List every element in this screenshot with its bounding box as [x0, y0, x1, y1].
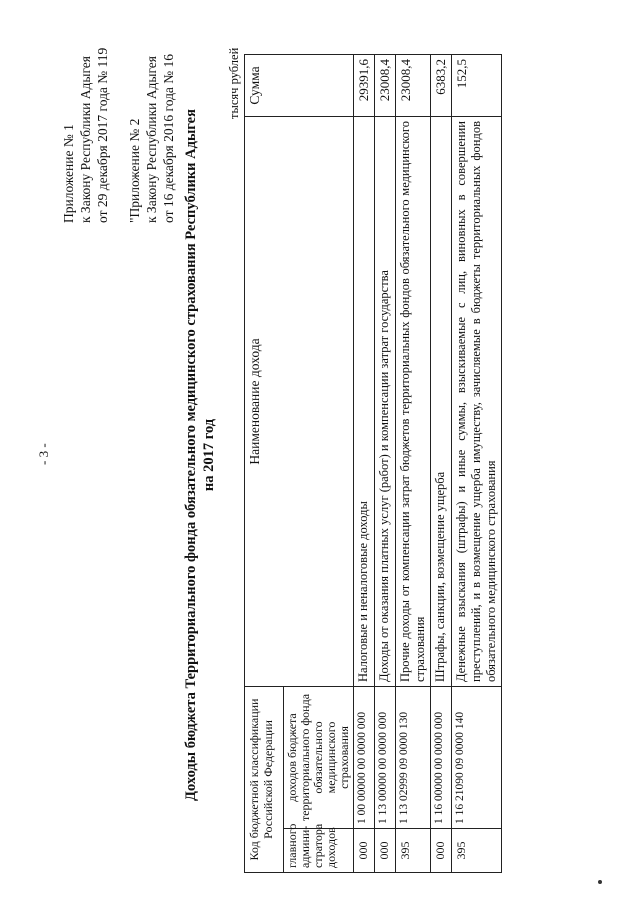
admin-code-cell: 395	[396, 829, 431, 873]
page-number: - 3 -	[36, 443, 51, 465]
sum-cell: 152,5	[452, 55, 502, 117]
annex-1-line1: Приложение № 1	[61, 124, 76, 223]
income-code-cell: 1 00 00000 00 0000 000	[354, 687, 375, 829]
name-header: Наименование дохода	[245, 117, 354, 687]
sum-cell: 6383,2	[431, 55, 452, 117]
income-name-cell: Денежные взыскания (штрафы) и иные суммы, взыскиваемые с лиц, виновных в совершении преступлений, и в возмещение ущерба имуществу, зачисляемые в бюджеты территориальных фондов обязательного медицинского страхования	[452, 117, 502, 687]
table-row	[396, 55, 431, 873]
table-row	[375, 55, 396, 873]
sum-header: Сумма	[245, 55, 354, 117]
annex-2-line1: "Приложение № 2	[127, 118, 142, 223]
document-title	[182, 75, 218, 835]
annex-2-line2: к Закону Республики Адыгея	[144, 55, 159, 223]
admin-code-cell: 000	[375, 829, 396, 873]
sum-cell: 29391,6	[354, 55, 375, 117]
annex-2-line3: от 16 декабря 2016 года № 16	[161, 53, 176, 223]
annex-1-line2: к Закону Республики Адыгея	[78, 55, 93, 223]
table-row	[452, 55, 502, 873]
title-line1: Доходы бюджета Территориального фонда обязательного медицинского страхования Республики Адыгея	[183, 109, 199, 801]
units-label: тысяч рублей	[227, 47, 241, 119]
admin-code-cell: 395	[452, 829, 502, 873]
income-name-cell: Доходы от оказания платных услуг (работ) и компенсации затрат государства	[375, 117, 396, 687]
annex-1-line3: от 29 декабря 2017 года № 119	[95, 47, 110, 223]
table-row	[431, 55, 452, 873]
income-name-cell: Прочие доходы от компенсации затрат бюджетов территориальных фондов обязательного медицинского страхования	[396, 117, 431, 687]
income-code-cell: 1 16 00000 00 0000 000	[431, 687, 452, 829]
income-code-cell: 1 13 00000 00 0000 000	[375, 687, 396, 829]
income-code-cell: 1 13 02999 09 0000 130	[396, 687, 431, 829]
admin-code-cell: 000	[431, 829, 452, 873]
table-row	[354, 55, 375, 873]
sum-cell: 23008,4	[375, 55, 396, 117]
income-code-header: доходов бюджета территориального фонда обязательного медицинского страхования	[284, 687, 354, 829]
income-code-cell: 1 16 21090 09 0000 140	[452, 687, 502, 829]
admin-code-cell: 000	[354, 829, 375, 873]
scan-speck	[598, 880, 602, 884]
sum-cell: 23008,4	[396, 55, 431, 117]
admin-header: главного админи-стратора доходов	[284, 829, 354, 873]
annex-1-caption	[60, 48, 111, 223]
title-line2: на 2017 год	[201, 418, 217, 492]
classification-header: Код бюджетной классификации Российской Федерации	[245, 687, 284, 873]
income-name-cell: Налоговые и неналоговые доходы	[354, 117, 375, 687]
income-table	[244, 54, 502, 873]
header-row	[245, 55, 284, 873]
income-name-cell: Штрафы, санкции, возмещение ущерба	[431, 117, 452, 687]
annex-2-caption	[126, 54, 177, 223]
